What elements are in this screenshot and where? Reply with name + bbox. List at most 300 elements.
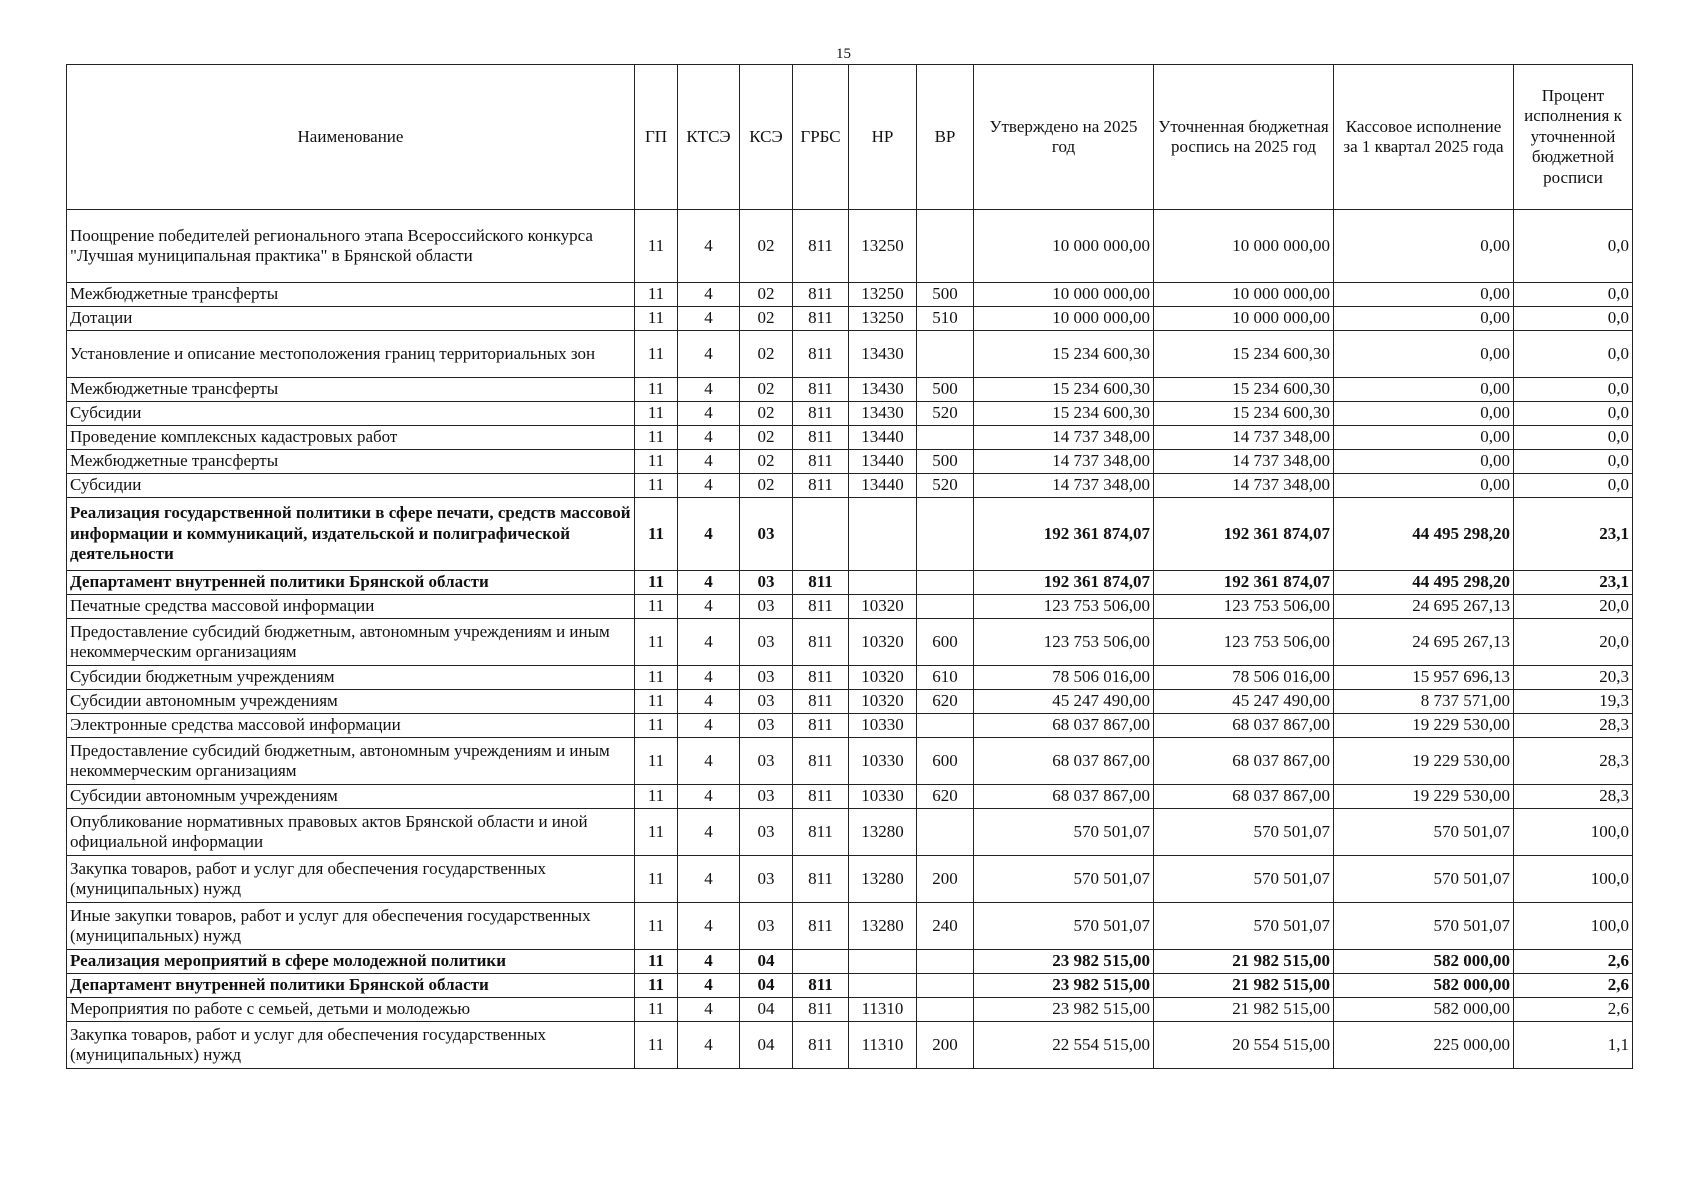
cell-gp: 11 [635, 690, 678, 714]
cell-vr: 600 [917, 619, 974, 666]
cell-percent: 0,0 [1514, 474, 1633, 498]
header-approved: Утверждено на 2025 год [974, 65, 1154, 210]
table-row [67, 474, 1633, 498]
cell-percent: 0,0 [1514, 210, 1633, 283]
table-row [67, 331, 1633, 378]
cell-grbs: 811 [793, 974, 849, 998]
cell-grbs: 811 [793, 474, 849, 498]
header-ktse: КТСЭ [678, 65, 740, 210]
cell-gp: 11 [635, 307, 678, 331]
cell-approved: 10 000 000,00 [974, 307, 1154, 331]
cell-gp: 11 [635, 210, 678, 283]
cell-name: Закупка товаров, работ и услуг для обеспечения государственных (муниципальных) нужд [67, 856, 635, 903]
cell-gp: 11 [635, 571, 678, 595]
cell-grbs: 811 [793, 903, 849, 950]
header-name: Наименование [67, 65, 635, 210]
cell-name: Закупка товаров, работ и услуг для обеспечения государственных (муниципальных) нужд [67, 1022, 635, 1069]
table-row [67, 402, 1633, 426]
cell-approved: 123 753 506,00 [974, 595, 1154, 619]
cell-percent: 23,1 [1514, 571, 1633, 595]
cell-grbs: 811 [793, 690, 849, 714]
cell-nr: 13280 [849, 856, 917, 903]
cell-vr: 510 [917, 307, 974, 331]
cell-percent: 0,0 [1514, 307, 1633, 331]
cell-approved: 68 037 867,00 [974, 738, 1154, 785]
cell-approved: 68 037 867,00 [974, 714, 1154, 738]
cell-nr: 11310 [849, 998, 917, 1022]
cell-name: Опубликование нормативных правовых актов Брянской области и иной официальной информации [67, 809, 635, 856]
cell-ktse: 4 [678, 210, 740, 283]
cell-nr [849, 974, 917, 998]
table-row [67, 974, 1633, 998]
header-gp: ГП [635, 65, 678, 210]
cell-refined: 68 037 867,00 [1154, 738, 1334, 785]
table-row [67, 210, 1633, 283]
header-refined: Уточненная бюджетная роспись на 2025 год [1154, 65, 1334, 210]
cell-approved: 14 737 348,00 [974, 426, 1154, 450]
cell-gp: 11 [635, 498, 678, 571]
cell-kse: 04 [740, 950, 793, 974]
cell-kse: 02 [740, 378, 793, 402]
cell-grbs: 811 [793, 998, 849, 1022]
cell-kse: 03 [740, 738, 793, 785]
cell-ktse: 4 [678, 450, 740, 474]
cell-name: Субсидии [67, 402, 635, 426]
cell-nr: 10320 [849, 595, 917, 619]
cell-refined: 21 982 515,00 [1154, 998, 1334, 1022]
cell-percent: 0,0 [1514, 426, 1633, 450]
cell-name: Субсидии автономным учреждениям [67, 785, 635, 809]
cell-nr: 10330 [849, 738, 917, 785]
cell-name: Реализация государственной политики в сфере печати, средств массовой информации и коммуникаций, издательской и полиграфической деятельности [67, 498, 635, 571]
cell-refined: 15 234 600,30 [1154, 331, 1334, 378]
cell-approved: 14 737 348,00 [974, 474, 1154, 498]
cell-kse: 02 [740, 331, 793, 378]
cell-ktse: 4 [678, 378, 740, 402]
cell-refined: 10 000 000,00 [1154, 210, 1334, 283]
cell-refined: 14 737 348,00 [1154, 426, 1334, 450]
cell-grbs: 811 [793, 714, 849, 738]
cell-name: Предоставление субсидий бюджетным, автономным учреждениям и иным некоммерческим организациям [67, 738, 635, 785]
cell-approved: 78 506 016,00 [974, 666, 1154, 690]
cell-cash: 19 229 530,00 [1334, 714, 1514, 738]
cell-kse: 03 [740, 690, 793, 714]
cell-vr: 520 [917, 402, 974, 426]
cell-vr: 610 [917, 666, 974, 690]
cell-vr: 500 [917, 450, 974, 474]
cell-nr: 13440 [849, 450, 917, 474]
cell-vr [917, 974, 974, 998]
cell-name: Субсидии [67, 474, 635, 498]
cell-cash: 0,00 [1334, 283, 1514, 307]
cell-gp: 11 [635, 785, 678, 809]
cell-percent: 28,3 [1514, 738, 1633, 785]
cell-kse: 03 [740, 785, 793, 809]
cell-vr [917, 809, 974, 856]
cell-approved: 22 554 515,00 [974, 1022, 1154, 1069]
cell-cash: 44 495 298,20 [1334, 498, 1514, 571]
cell-refined: 14 737 348,00 [1154, 450, 1334, 474]
cell-kse: 03 [740, 498, 793, 571]
cell-cash: 0,00 [1334, 307, 1514, 331]
cell-approved: 570 501,07 [974, 903, 1154, 950]
cell-vr: 520 [917, 474, 974, 498]
cell-name: Проведение комплексных кадастровых работ [67, 426, 635, 450]
cell-cash: 582 000,00 [1334, 998, 1514, 1022]
cell-gp: 11 [635, 974, 678, 998]
cell-percent: 1,1 [1514, 1022, 1633, 1069]
cell-cash: 570 501,07 [1334, 903, 1514, 950]
cell-gp: 11 [635, 1022, 678, 1069]
cell-name: Субсидии бюджетным учреждениям [67, 666, 635, 690]
cell-percent: 2,6 [1514, 974, 1633, 998]
cell-cash: 0,00 [1334, 402, 1514, 426]
cell-approved: 10 000 000,00 [974, 210, 1154, 283]
cell-refined: 15 234 600,30 [1154, 378, 1334, 402]
cell-grbs: 811 [793, 785, 849, 809]
cell-percent: 0,0 [1514, 331, 1633, 378]
cell-kse: 02 [740, 426, 793, 450]
cell-cash: 0,00 [1334, 450, 1514, 474]
cell-approved: 45 247 490,00 [974, 690, 1154, 714]
cell-vr [917, 998, 974, 1022]
table-row [67, 450, 1633, 474]
cell-nr: 13250 [849, 210, 917, 283]
cell-nr: 10320 [849, 619, 917, 666]
cell-grbs [793, 950, 849, 974]
cell-vr: 500 [917, 378, 974, 402]
table-row [67, 378, 1633, 402]
cell-ktse: 4 [678, 1022, 740, 1069]
cell-gp: 11 [635, 426, 678, 450]
cell-name: Дотации [67, 307, 635, 331]
cell-ktse: 4 [678, 426, 740, 450]
cell-kse: 02 [740, 283, 793, 307]
table-row [67, 690, 1633, 714]
table-row [67, 714, 1633, 738]
cell-refined: 15 234 600,30 [1154, 402, 1334, 426]
cell-grbs: 811 [793, 378, 849, 402]
table-row [67, 856, 1633, 903]
cell-name: Печатные средства массовой информации [67, 595, 635, 619]
cell-approved: 123 753 506,00 [974, 619, 1154, 666]
cell-gp: 11 [635, 378, 678, 402]
cell-grbs: 811 [793, 738, 849, 785]
cell-percent: 0,0 [1514, 378, 1633, 402]
cell-nr: 10330 [849, 785, 917, 809]
cell-nr: 13250 [849, 307, 917, 331]
cell-grbs: 811 [793, 856, 849, 903]
cell-ktse: 4 [678, 690, 740, 714]
cell-refined: 10 000 000,00 [1154, 283, 1334, 307]
cell-grbs: 811 [793, 619, 849, 666]
cell-percent: 0,0 [1514, 283, 1633, 307]
cell-refined: 570 501,07 [1154, 856, 1334, 903]
cell-percent: 0,0 [1514, 402, 1633, 426]
table-row [67, 1022, 1633, 1069]
cell-gp: 11 [635, 998, 678, 1022]
cell-cash: 0,00 [1334, 331, 1514, 378]
cell-nr: 10330 [849, 714, 917, 738]
cell-name: Реализация мероприятий в сфере молодежной политики [67, 950, 635, 974]
cell-gp: 11 [635, 619, 678, 666]
cell-grbs: 811 [793, 210, 849, 283]
cell-grbs [793, 498, 849, 571]
cell-refined: 192 361 874,07 [1154, 498, 1334, 571]
table-row [67, 998, 1633, 1022]
cell-nr: 13430 [849, 378, 917, 402]
table-row [67, 738, 1633, 785]
cell-refined: 10 000 000,00 [1154, 307, 1334, 331]
cell-refined: 68 037 867,00 [1154, 714, 1334, 738]
cell-cash: 0,00 [1334, 474, 1514, 498]
cell-gp: 11 [635, 474, 678, 498]
cell-percent: 100,0 [1514, 809, 1633, 856]
cell-ktse: 4 [678, 738, 740, 785]
table-row [67, 903, 1633, 950]
cell-ktse: 4 [678, 619, 740, 666]
cell-gp: 11 [635, 856, 678, 903]
cell-name: Иные закупки товаров, работ и услуг для обеспечения государственных (муниципальных) нужд [67, 903, 635, 950]
cell-ktse: 4 [678, 307, 740, 331]
cell-grbs: 811 [793, 809, 849, 856]
cell-refined: 21 982 515,00 [1154, 950, 1334, 974]
cell-nr [849, 498, 917, 571]
cell-approved: 23 982 515,00 [974, 998, 1154, 1022]
cell-ktse: 4 [678, 714, 740, 738]
table-row [67, 785, 1633, 809]
cell-refined: 78 506 016,00 [1154, 666, 1334, 690]
cell-vr [917, 950, 974, 974]
cell-name: Предоставление субсидий бюджетным, автономным учреждениям и иным некоммерческим организациям [67, 619, 635, 666]
cell-grbs: 811 [793, 571, 849, 595]
cell-cash: 570 501,07 [1334, 809, 1514, 856]
cell-vr: 200 [917, 1022, 974, 1069]
cell-cash: 570 501,07 [1334, 856, 1514, 903]
cell-kse: 03 [740, 714, 793, 738]
cell-kse: 03 [740, 666, 793, 690]
cell-nr: 10320 [849, 666, 917, 690]
cell-refined: 21 982 515,00 [1154, 974, 1334, 998]
cell-cash: 0,00 [1334, 426, 1514, 450]
cell-percent: 20,0 [1514, 619, 1633, 666]
cell-ktse: 4 [678, 283, 740, 307]
cell-vr [917, 571, 974, 595]
cell-refined: 123 753 506,00 [1154, 619, 1334, 666]
cell-approved: 192 361 874,07 [974, 498, 1154, 571]
cell-vr [917, 498, 974, 571]
cell-kse: 03 [740, 619, 793, 666]
cell-nr: 10320 [849, 690, 917, 714]
cell-percent: 100,0 [1514, 903, 1633, 950]
cell-percent: 2,6 [1514, 950, 1633, 974]
table-row [67, 307, 1633, 331]
cell-kse: 04 [740, 974, 793, 998]
cell-percent: 20,3 [1514, 666, 1633, 690]
cell-name: Межбюджетные трансферты [67, 450, 635, 474]
cell-kse: 02 [740, 402, 793, 426]
cell-gp: 11 [635, 903, 678, 950]
cell-ktse: 4 [678, 809, 740, 856]
cell-nr: 13280 [849, 809, 917, 856]
cell-name: Субсидии автономным учреждениям [67, 690, 635, 714]
cell-ktse: 4 [678, 498, 740, 571]
table-row [67, 571, 1633, 595]
cell-kse: 03 [740, 809, 793, 856]
cell-approved: 192 361 874,07 [974, 571, 1154, 595]
cell-percent: 0,0 [1514, 450, 1633, 474]
cell-cash: 19 229 530,00 [1334, 785, 1514, 809]
cell-kse: 02 [740, 474, 793, 498]
cell-kse: 03 [740, 856, 793, 903]
cell-grbs: 811 [793, 595, 849, 619]
table-row [67, 666, 1633, 690]
cell-cash: 582 000,00 [1334, 974, 1514, 998]
cell-percent: 28,3 [1514, 785, 1633, 809]
cell-gp: 11 [635, 331, 678, 378]
cell-gp: 11 [635, 666, 678, 690]
cell-approved: 23 982 515,00 [974, 950, 1154, 974]
cell-kse: 03 [740, 571, 793, 595]
cell-percent: 2,6 [1514, 998, 1633, 1022]
cell-ktse: 4 [678, 474, 740, 498]
cell-cash: 44 495 298,20 [1334, 571, 1514, 595]
cell-name: Департамент внутренней политики Брянской области [67, 571, 635, 595]
cell-cash: 19 229 530,00 [1334, 738, 1514, 785]
cell-cash: 15 957 696,13 [1334, 666, 1514, 690]
cell-kse: 03 [740, 595, 793, 619]
cell-grbs: 811 [793, 666, 849, 690]
cell-ktse: 4 [678, 571, 740, 595]
cell-approved: 23 982 515,00 [974, 974, 1154, 998]
table-row [67, 595, 1633, 619]
cell-gp: 11 [635, 809, 678, 856]
cell-kse: 02 [740, 307, 793, 331]
cell-approved: 15 234 600,30 [974, 402, 1154, 426]
cell-grbs: 811 [793, 402, 849, 426]
cell-kse: 02 [740, 450, 793, 474]
cell-nr: 13250 [849, 283, 917, 307]
cell-nr [849, 571, 917, 595]
cell-ktse: 4 [678, 974, 740, 998]
cell-grbs: 811 [793, 307, 849, 331]
cell-ktse: 4 [678, 785, 740, 809]
cell-kse: 03 [740, 903, 793, 950]
cell-approved: 15 234 600,30 [974, 378, 1154, 402]
cell-percent: 28,3 [1514, 714, 1633, 738]
cell-approved: 10 000 000,00 [974, 283, 1154, 307]
cell-percent: 19,3 [1514, 690, 1633, 714]
cell-grbs: 811 [793, 426, 849, 450]
cell-name: Электронные средства массовой информации [67, 714, 635, 738]
cell-nr: 13430 [849, 331, 917, 378]
cell-cash: 8 737 571,00 [1334, 690, 1514, 714]
cell-nr: 13280 [849, 903, 917, 950]
cell-refined: 123 753 506,00 [1154, 595, 1334, 619]
cell-nr [849, 950, 917, 974]
cell-nr: 13440 [849, 474, 917, 498]
cell-cash: 0,00 [1334, 210, 1514, 283]
header-nr: НР [849, 65, 917, 210]
cell-vr: 620 [917, 690, 974, 714]
cell-kse: 02 [740, 210, 793, 283]
cell-percent: 23,1 [1514, 498, 1633, 571]
cell-name: Департамент внутренней политики Брянской области [67, 974, 635, 998]
header-cash: Кассовое исполнение за 1 квартал 2025 года [1334, 65, 1514, 210]
cell-gp: 11 [635, 402, 678, 426]
cell-ktse: 4 [678, 856, 740, 903]
cell-cash: 0,00 [1334, 378, 1514, 402]
cell-vr: 500 [917, 283, 974, 307]
cell-cash: 582 000,00 [1334, 950, 1514, 974]
cell-gp: 11 [635, 950, 678, 974]
cell-vr [917, 595, 974, 619]
cell-name: Межбюджетные трансферты [67, 283, 635, 307]
header-kse: КСЭ [740, 65, 793, 210]
cell-percent: 20,0 [1514, 595, 1633, 619]
cell-percent: 100,0 [1514, 856, 1633, 903]
cell-nr: 11310 [849, 1022, 917, 1069]
header-vr: ВР [917, 65, 974, 210]
cell-ktse: 4 [678, 402, 740, 426]
cell-vr: 600 [917, 738, 974, 785]
cell-name: Межбюджетные трансферты [67, 378, 635, 402]
cell-vr: 200 [917, 856, 974, 903]
budget-table [66, 64, 1633, 1069]
cell-gp: 11 [635, 595, 678, 619]
table-row [67, 426, 1633, 450]
cell-vr [917, 714, 974, 738]
table-header-row [67, 65, 1633, 210]
cell-gp: 11 [635, 714, 678, 738]
cell-approved: 15 234 600,30 [974, 331, 1154, 378]
cell-name: Поощрение победителей регионального этапа Всероссийского конкурса "Лучшая муниципальная практика" в Брянской области [67, 210, 635, 283]
cell-ktse: 4 [678, 903, 740, 950]
cell-vr [917, 426, 974, 450]
cell-ktse: 4 [678, 331, 740, 378]
cell-nr: 13430 [849, 402, 917, 426]
cell-ktse: 4 [678, 666, 740, 690]
table-row [67, 809, 1633, 856]
cell-grbs: 811 [793, 1022, 849, 1069]
cell-vr [917, 210, 974, 283]
cell-refined: 192 361 874,07 [1154, 571, 1334, 595]
header-percent: Процент исполнения к уточненной бюджетной росписи [1514, 65, 1633, 210]
cell-ktse: 4 [678, 950, 740, 974]
cell-vr: 240 [917, 903, 974, 950]
cell-cash: 225 000,00 [1334, 1022, 1514, 1069]
page-number: 15 [836, 46, 851, 62]
cell-name: Установление и описание местоположения границ территориальных зон [67, 331, 635, 378]
table-row [67, 498, 1633, 571]
table-row [67, 950, 1633, 974]
table-row [67, 619, 1633, 666]
cell-cash: 24 695 267,13 [1334, 595, 1514, 619]
cell-cash: 24 695 267,13 [1334, 619, 1514, 666]
cell-nr: 13440 [849, 426, 917, 450]
cell-refined: 570 501,07 [1154, 809, 1334, 856]
cell-grbs: 811 [793, 283, 849, 307]
cell-vr: 620 [917, 785, 974, 809]
cell-approved: 68 037 867,00 [974, 785, 1154, 809]
cell-refined: 68 037 867,00 [1154, 785, 1334, 809]
cell-kse: 04 [740, 998, 793, 1022]
cell-gp: 11 [635, 738, 678, 785]
cell-refined: 570 501,07 [1154, 903, 1334, 950]
cell-gp: 11 [635, 450, 678, 474]
cell-name: Мероприятия по работе с семьей, детьми и молодежью [67, 998, 635, 1022]
header-grbs: ГРБС [793, 65, 849, 210]
